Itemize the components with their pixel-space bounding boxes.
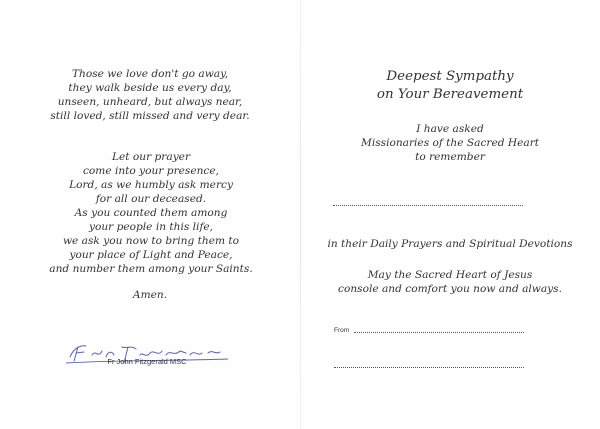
prayer-line: As you counted them among — [74, 207, 228, 219]
poem-line: unseen, unheard, but always near, — [57, 96, 243, 108]
card-heading — [330, 68, 570, 104]
from-label: From — [334, 327, 350, 334]
amen: Amen. — [132, 289, 168, 301]
signatory-name: Fr John Fitzgerald MSC — [107, 357, 187, 366]
prayer — [35, 150, 267, 276]
request-line: I have asked — [416, 123, 484, 135]
request-text — [330, 122, 570, 164]
poem-line: Those we love don't go away, — [71, 68, 229, 80]
from-fill-line[interactable] — [354, 332, 524, 333]
request-line: to remember — [415, 151, 485, 163]
heading-line-1: Deepest Sympathy — [386, 69, 514, 84]
poem-line: they walk beside us every day, — [68, 82, 232, 94]
prayer-line: your place of Light and Peace, — [69, 249, 233, 261]
prayer-line: Let our prayer — [111, 151, 191, 163]
blessing-line: console and comfort you now and always. — [338, 283, 562, 295]
blessing-line: May the Sacred Heart of Jesus — [367, 269, 533, 281]
poem — [40, 67, 260, 123]
prayer-line: your people in this life, — [88, 221, 214, 233]
request-line: Missionaries of the Sacred Heart — [360, 137, 540, 149]
blessing — [318, 268, 582, 296]
prayer-line: we ask you now to bring them to — [62, 235, 240, 247]
heading-line-2: on Your Bereavement — [376, 87, 524, 102]
poem-line: still loved, still missed and very dear. — [50, 110, 250, 122]
card-fold — [300, 0, 301, 429]
prayer-line: for all our deceased. — [95, 193, 207, 205]
prayer-line: and number them among your Saints. — [49, 263, 253, 275]
name-fill-line[interactable] — [333, 205, 523, 206]
extra-fill-line[interactable] — [334, 367, 524, 368]
prayer-line: Lord, as we humbly ask mercy — [69, 179, 233, 191]
daily-prayers-line: in their Daily Prayers and Spiritual Devotions — [327, 238, 573, 250]
prayer-line: come into your presence, — [82, 165, 220, 177]
